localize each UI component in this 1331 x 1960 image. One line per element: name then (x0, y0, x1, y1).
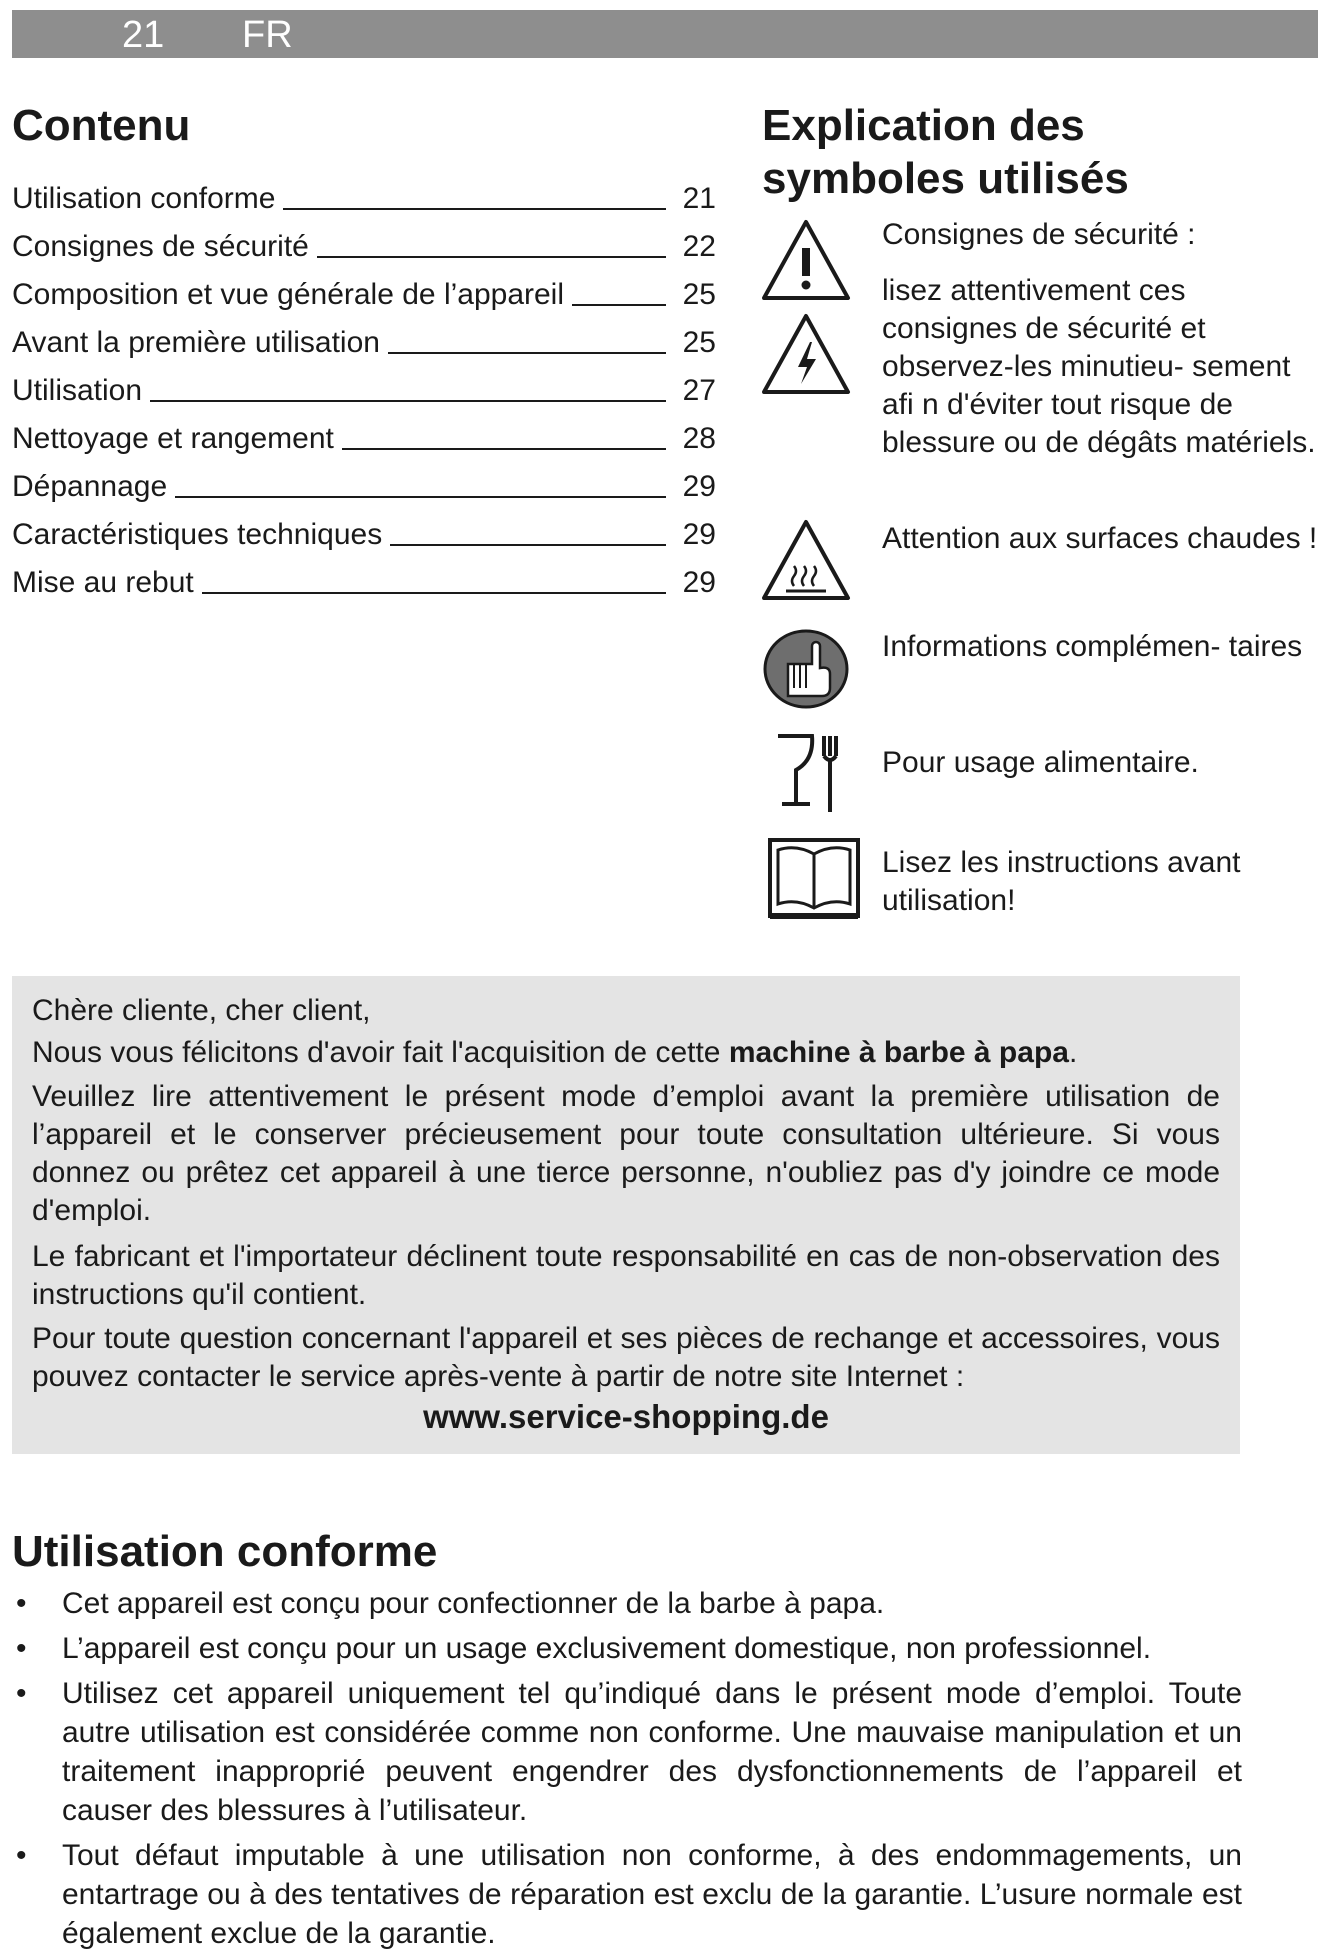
toc-leader (202, 592, 666, 594)
list-item-text: Utilisez cet appareil uniquement tel qu’indiqué dans le présent mode d’emploi. Toute autre utilisation est considérée comme non conforme. Une mauvaise manipulation et un traitement inapproprié peuvent engendrer des dysfonctionnements de l’appareil et causer des blessures à l’utilisateur. (62, 1677, 1242, 1827)
food-safe-icon (772, 732, 846, 816)
page-number: 21 (122, 14, 165, 56)
symbol-text: Attention aux surfaces chaudes ! (882, 522, 1318, 555)
toc-item-page: 21 (682, 182, 716, 215)
hot-surface-icon (760, 518, 852, 604)
toc-item (12, 408, 716, 456)
list-item (12, 1584, 1242, 1623)
bullet-dot: • (16, 1587, 27, 1620)
toc-leader (317, 256, 666, 258)
symbol-item (760, 216, 1320, 459)
list-item-text: Cet appareil est conçu pour confectionner de la barbe à papa. (62, 1587, 885, 1620)
symbol-item (760, 516, 1320, 606)
list-item (12, 1836, 1242, 1953)
toc-item (12, 552, 716, 600)
toc-leader (150, 400, 666, 402)
symbols-title (762, 100, 1129, 206)
toc-item-page: 29 (682, 518, 716, 551)
toc-leader (342, 448, 666, 450)
symbol-item (760, 732, 1320, 818)
symbols-title-line2: symboles utilisés (762, 153, 1129, 203)
symbol-text: Lisez les instructions avant utilisation! (882, 846, 1241, 917)
intro-paragraph: Le fabricant et l'importateur déclinent toute responsabilité en cas de non-observation des instructions qu'il contient. (32, 1240, 1220, 1311)
language-code: FR (242, 14, 293, 56)
toc-item-page: 28 (682, 422, 716, 455)
toc-item-label: Utilisation (12, 374, 143, 407)
toc-leader (390, 544, 666, 546)
toc-item (12, 456, 716, 504)
greeting: Chère cliente, cher client, (32, 994, 371, 1027)
toc-item-label: Utilisation conforme (12, 182, 276, 215)
usage-title: Utilisation conforme (12, 1527, 438, 1576)
toc-item-page: 29 (682, 470, 716, 503)
list-item (12, 1674, 1242, 1830)
congrats-prefix: Nous vous félicitons d'avoir fait l'acquisition de cette (32, 1036, 729, 1069)
service-url: www.service-shopping.de (423, 1398, 829, 1435)
toc-item-page: 29 (682, 566, 716, 599)
symbol-text-title: Consignes de sécurité : (882, 218, 1196, 251)
info-hand-icon (762, 628, 850, 710)
congrats-line (32, 1034, 1220, 1072)
symbol-text: Pour usage alimentaire. (882, 746, 1199, 779)
table-of-contents (12, 168, 716, 600)
symbol-text: Informations complémen- taires (882, 630, 1303, 663)
toc-item-label: Caractéristiques techniques (12, 518, 383, 551)
bullet-dot: • (16, 1677, 27, 1710)
toc-item-page: 25 (682, 278, 716, 311)
toc-item (12, 216, 716, 264)
symbols-title-line1: Explication des (762, 101, 1085, 150)
toc-item (12, 504, 716, 552)
toc-item-page: 27 (682, 374, 716, 407)
page-header (12, 10, 1318, 58)
intro-box (12, 976, 1240, 1454)
intro-paragraph: Pour toute question concernant l'appareil et ses pièces de rechange et accessoires, vous pouvez contacter le service après-vente à partir de notre site Internet : (32, 1322, 1220, 1393)
toc-leader (175, 496, 666, 498)
symbol-text: lisez attentivement ces consignes de sécurité et observez-les minutieu- sement afi n d'éviter tout risque de blessure ou de dégâts matériels. (882, 274, 1316, 459)
list-item (12, 1629, 1242, 1668)
usage-list (12, 1584, 1242, 1959)
bullet-dot: • (16, 1632, 27, 1665)
toc-item-label: Nettoyage et rangement (12, 422, 334, 455)
intro-paragraph: Veuillez lire attentivement le présent mode d’emploi avant la première utilisation de l’appareil et le conserver précieusement pour toute consultation ultérieure. Si vous donnez ou prêtez cet appareil à une tierce personne, n'oubliez pas d'y joindre ce mode d'emploi. (32, 1080, 1220, 1227)
toc-item (12, 360, 716, 408)
warning-triangle-icon (760, 218, 852, 304)
toc-item-label: Consignes de sécurité (12, 230, 309, 263)
toc-item-label: Composition et vue générale de l’appareil (12, 278, 565, 311)
toc-item-page: 22 (682, 230, 716, 263)
symbol-item (760, 624, 1320, 714)
electric-hazard-icon (760, 312, 852, 398)
contents-title: Contenu (12, 101, 191, 150)
toc-item (12, 168, 716, 216)
symbol-item (760, 836, 1320, 936)
toc-item-label: Mise au rebut (12, 566, 194, 599)
read-manual-icon (764, 836, 864, 922)
bullet-dot: • (16, 1839, 27, 1872)
toc-item-page: 25 (682, 326, 716, 359)
toc-leader (283, 208, 666, 210)
toc-item (12, 312, 716, 360)
toc-item-label: Dépannage (12, 470, 168, 503)
congrats-suffix: . (1068, 1036, 1078, 1069)
list-item-text: Tout défaut imputable à une utilisation non conforme, à des endommagements, un entartrage ou à des tentatives de réparation est exclu de la garantie. L’usure normale est également exclue de la garantie. (62, 1839, 1242, 1950)
product-name: machine à barbe à papa (728, 1036, 1069, 1069)
toc-leader (572, 304, 666, 306)
list-item-text: L’appareil est conçu pour un usage exclusivement domestique, non professionnel. (62, 1632, 1152, 1665)
toc-leader (388, 352, 666, 354)
toc-item (12, 264, 716, 312)
toc-item-label: Avant la première utilisation (12, 326, 380, 359)
